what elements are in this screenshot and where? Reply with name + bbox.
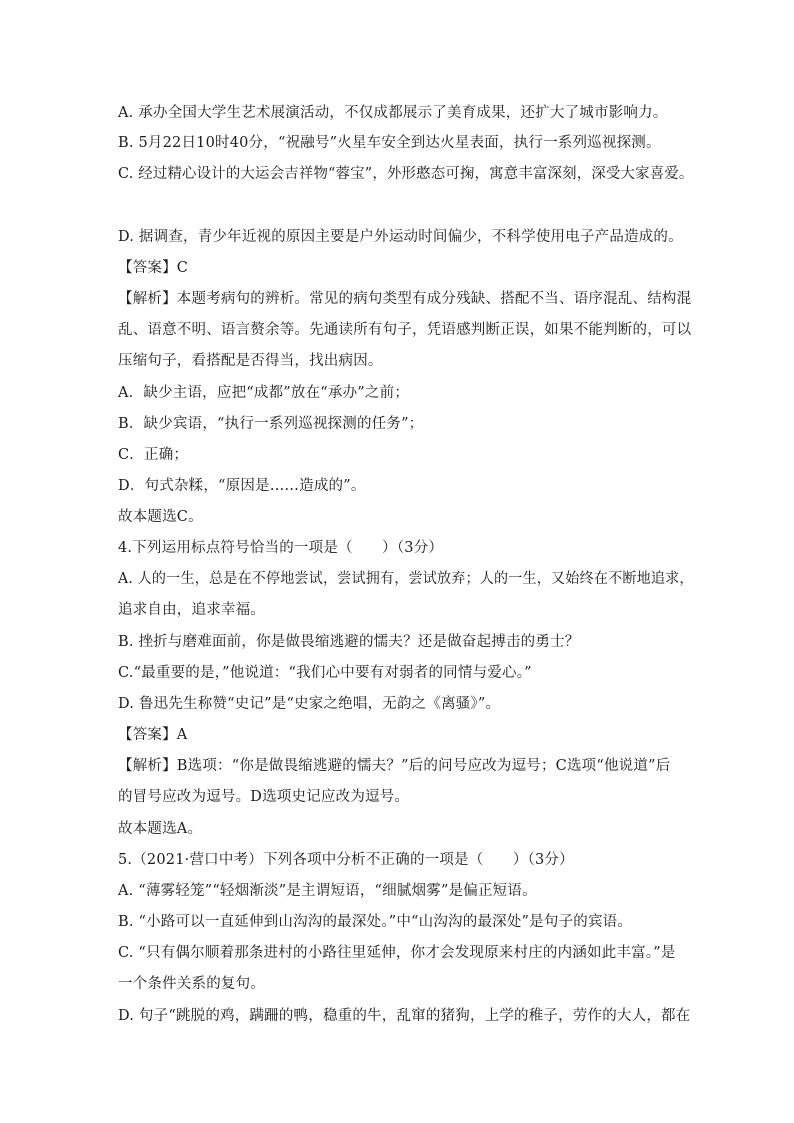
question-4-title: 4.下列运用标点符号恰当的一项是（ ）（3分） xyxy=(118,540,444,556)
option-b-line: B. 5月22日10时40分，“祝融号”火星车安全到达火星表面，执行一系列巡视探测。 xyxy=(118,135,661,151)
q5-option-c-cont: 一个条件关系的复句。 xyxy=(118,976,265,992)
q4-option-a: A. 人的一生，总是在不停地尝试，尝试拥有，尝试放弃；人的一生，又始终在不断地追求， xyxy=(118,571,694,587)
analysis-item-a: A．缺少主语，应把“成都”放在“承办”之前； xyxy=(118,385,410,401)
analysis-item-b: B．缺少宾语，“执行一系列巡视探测的任务”； xyxy=(118,416,424,432)
answer-line: 【答案】C xyxy=(118,260,189,276)
q4-option-a-cont: 追求自由，追求幸福。 xyxy=(118,602,265,618)
q5-option-d: D. 句子“跳脱的鸡，蹒跚的鸭，稳重的牛，乱窜的猪狗，上学的稚子，劳作的大人，都在 xyxy=(118,1008,691,1024)
q4-option-b: B. 挫折与磨难面前，你是做畏缩逃避的懦夫？还是做奋起搏击的勇士？ xyxy=(118,634,580,650)
conclusion-line: 故本题选A。 xyxy=(118,821,203,837)
analysis-line: 乱、语意不明、语言赘余等。先通读所有句子，凭语感判断正误，如果不能判断的，可以 xyxy=(118,322,692,338)
option-d-line: D. 据调查，青少年近视的原因主要是户外运动时间偏少，不科学使用电子产品造成的。 xyxy=(118,229,683,245)
analysis-item-d: D．句式杂糅，“原因是……造成的”。 xyxy=(118,478,366,494)
analysis-line: 压缩句子，看搭配是否得当，找出病因。 xyxy=(118,353,383,369)
question-5-title: 5.（2021·营口中考）下列各项中分析不正确的一项是（ ）（3分） xyxy=(118,852,574,868)
analysis-item-c: C．正确； xyxy=(118,447,189,463)
q4-option-d: D. 鲁迅先生称赞“史记”是“史家之绝唱，无韵之《离骚》”。 xyxy=(118,696,501,712)
answer-line: 【答案】A xyxy=(118,727,188,743)
q4-option-c: C.“最重要的是，”他说道：“我们心中要有对弱者的同情与爱心。” xyxy=(118,665,532,681)
q5-option-c: C. “只有偶尔顺着那条进村的小路往里延伸，你才会发现原来村庄的内涵如此丰富。”是 xyxy=(118,945,676,961)
conclusion-line: 故本题选C。 xyxy=(118,509,203,525)
q5-option-b: B. “小路可以一直延伸到山沟沟的最深处。”中“山沟沟的最深处”是句子的宾语。 xyxy=(118,914,633,930)
q5-option-a: A. “薄雾轻笼”“轻烟渐淡”是主谓短语，“细腻烟雾”是偏正短语。 xyxy=(118,883,537,899)
analysis-line: 的冒号应改为逗号。D选项史记应改为逗号。 xyxy=(118,789,410,805)
analysis-line: 【解析】B选项：“你是做畏缩逃避的懦夫？”后的问号应改为逗号；C选项“他说道”后 xyxy=(118,758,671,774)
option-c-line: C. 经过精心设计的大运会吉祥物“蓉宝”，外形憨态可掬，寓意丰富深刻，深受大家喜爱。 xyxy=(118,166,694,182)
option-a-line: A. 承办全国大学生艺术展演活动，不仅成都展示了美育成果，还扩大了城市影响力。 xyxy=(118,105,668,121)
analysis-line: 【解析】本题考病句的辨析。常见的病句类型有成分残缺、搭配不当、语序混乱、结构混 xyxy=(118,291,692,307)
